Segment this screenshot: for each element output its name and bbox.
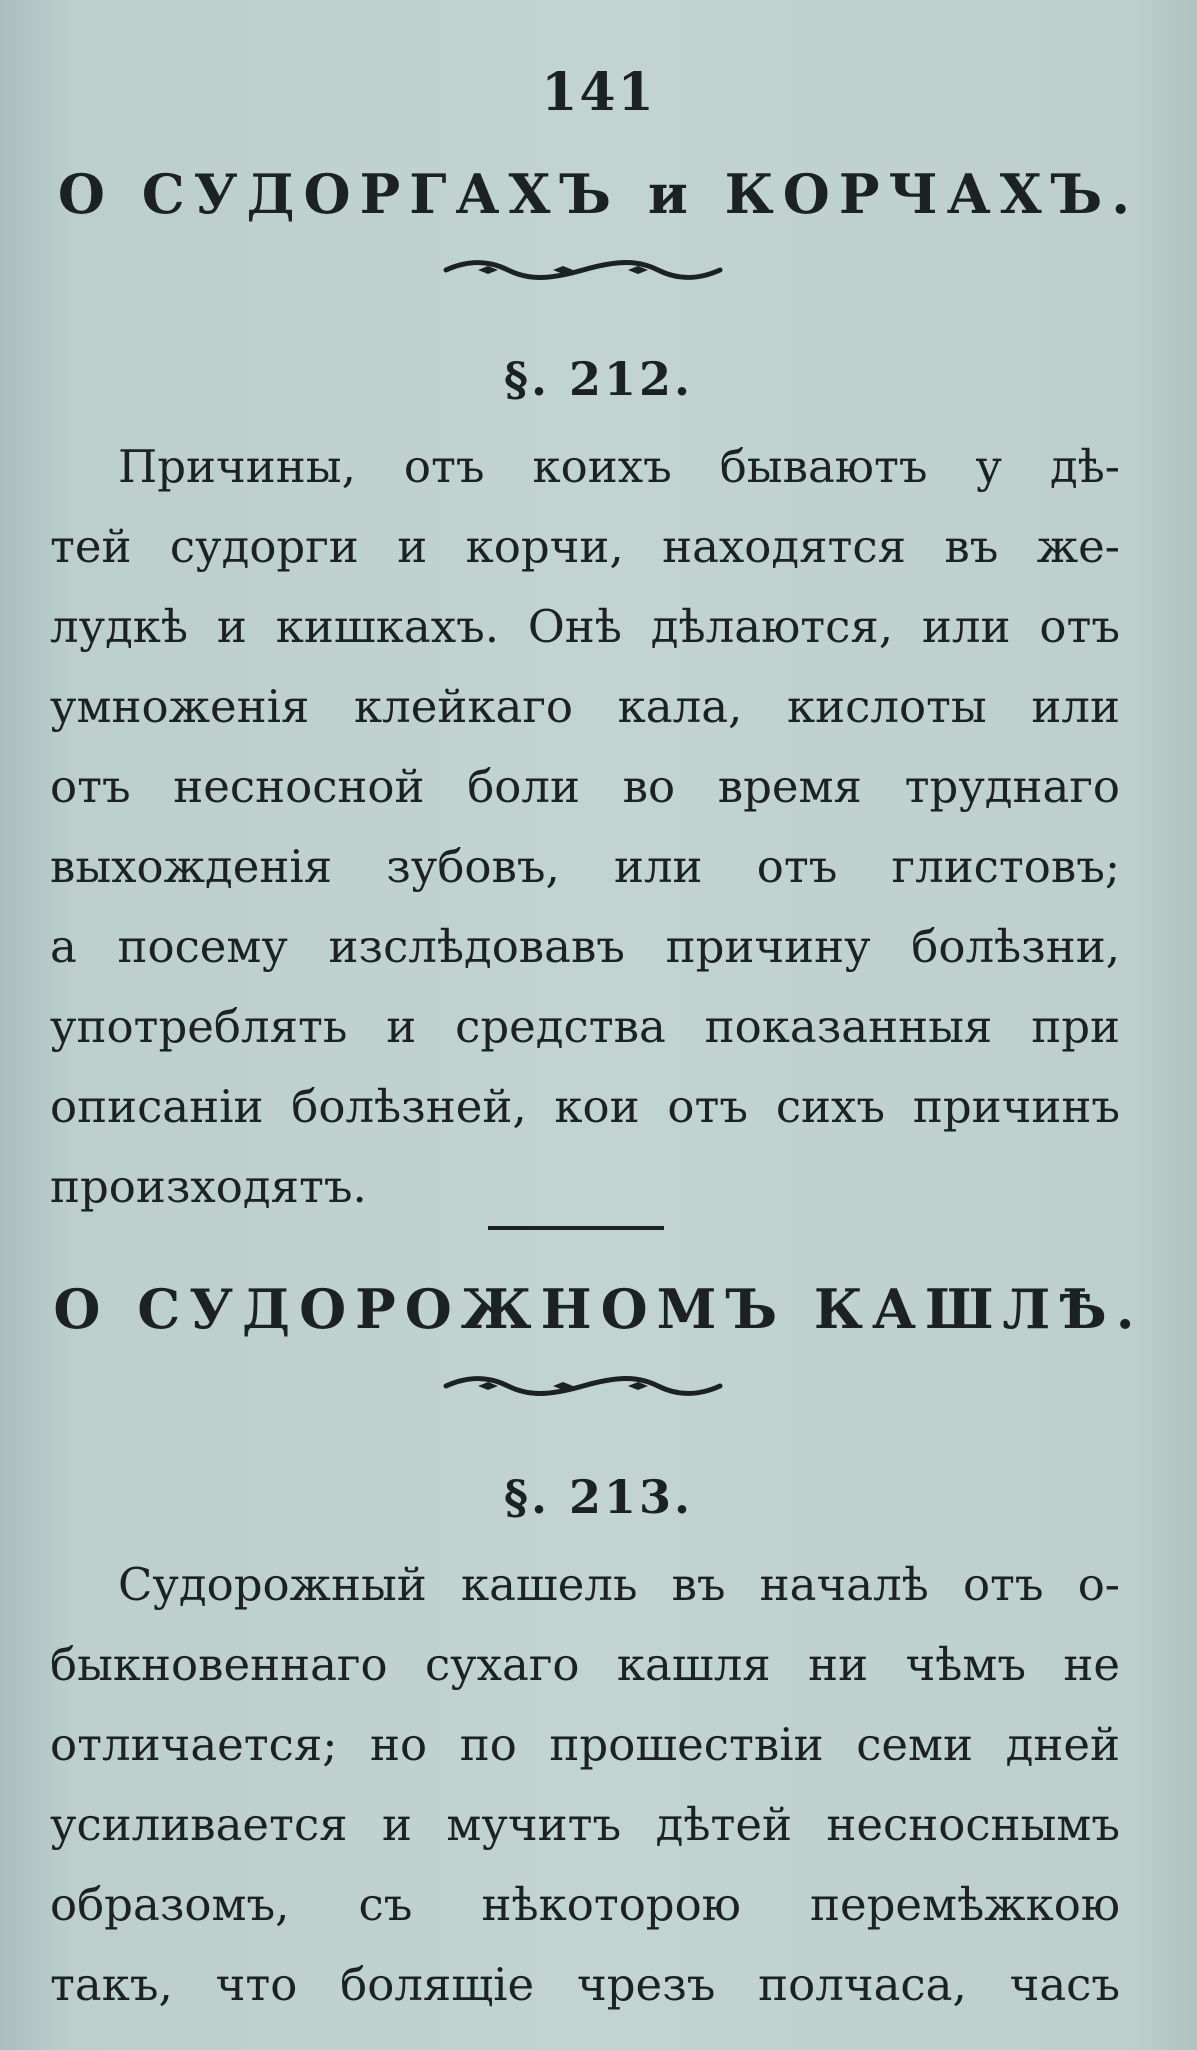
text-line: отъ несносной боли во время труднаго bbox=[50, 760, 1120, 813]
paragraph-213 bbox=[50, 1545, 1120, 2025]
text-line: усиливается и мучитъ дѣтей несноснымъ bbox=[50, 1798, 1120, 1851]
text-line: образомъ, съ нѣкоторою перемѣжкою bbox=[50, 1878, 1120, 1931]
text-line: быкновеннаго сухаго кашля ни чѣмъ не bbox=[50, 1638, 1120, 1691]
text-line: описаніи болѣзней, кои отъ сихъ причинъ bbox=[50, 1080, 1120, 1133]
section-heading-convulsions: О СУДОРГАХЪ и КОРЧАХЪ. bbox=[57, 162, 1140, 226]
text-line: умноженія клейкаго кала, кислоты или bbox=[50, 680, 1120, 733]
paragraph-marker-213: §. 213. bbox=[503, 1470, 694, 1524]
text-line: употреблять и средства показанныя при bbox=[50, 1000, 1120, 1053]
paragraph-212 bbox=[50, 427, 1120, 1227]
text-line: отличается; но по прошествіи семи дней bbox=[50, 1718, 1120, 1771]
text-line: а посему изслѣдовавъ причину болѣзни, bbox=[50, 920, 1120, 973]
text-line: Судорожный кашель въ началѣ отъ о- bbox=[118, 1558, 1120, 1611]
page-number: 141 bbox=[541, 62, 656, 123]
section-heading-whooping-cough: О СУДОРОЖНОМЪ КАШЛѢ. bbox=[53, 1277, 1144, 1341]
section-rule bbox=[488, 1226, 664, 1230]
ornament-divider-icon bbox=[438, 1371, 728, 1401]
text-line: произходятъ. bbox=[50, 1160, 367, 1213]
ornament-divider-icon bbox=[438, 255, 728, 285]
text-line: лудкѣ и кишкахъ. Онѣ дѣлаются, или отъ bbox=[50, 600, 1120, 653]
text-line: такъ, что болящіе чрезъ полчаса, часъ bbox=[50, 1958, 1120, 2011]
text-line: выхожденія зубовъ, или отъ глистовъ; bbox=[50, 840, 1120, 893]
text-line: Причины, отъ коихъ бываютъ у дѣ- bbox=[118, 440, 1120, 493]
paragraph-marker-212: §. 212. bbox=[503, 352, 694, 406]
text-line: тей судорги и корчи, находятся въ же- bbox=[50, 520, 1120, 573]
